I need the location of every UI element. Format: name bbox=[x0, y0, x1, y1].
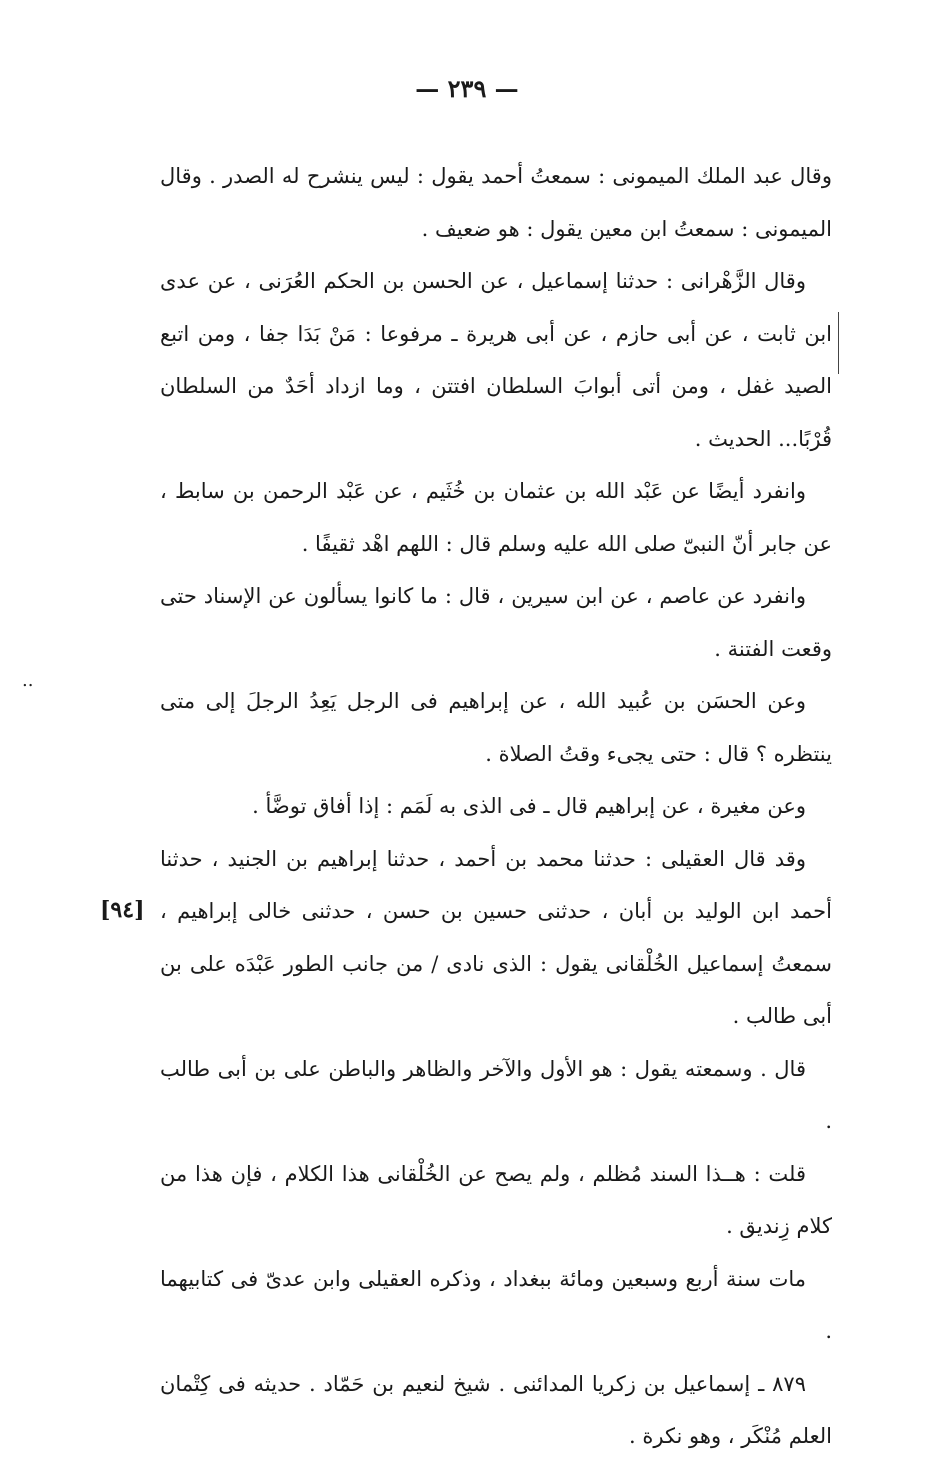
manuscript-folio-number: [٩٤] bbox=[100, 897, 145, 923]
paragraph: وقد قال العقيلى : حدثنا محمد بن أحمد ، حدثنا إبراهيم بن الجنيد ، حدثنا أحمد ابن الوليد بن أبان ، حدثنى حسين بن حسن ، حدثنى خالى إبراهيم ، سمعتُ إسماعيل الخُلْقانى يقول : الذى نادى / من جانب الطور عَبْدَه على بن أبى طالب . bbox=[160, 846, 832, 1028]
entry-paragraph: ٨٧٩ ـ إسماعيل بن زكريا المدائنى . شيخ لنعيم بن حَمّاد . حديثه فى كِتْمان العلم مُنْكَر ، وهو نكرة . bbox=[160, 1371, 832, 1448]
margin-line bbox=[838, 312, 839, 374]
paragraph: وانفرد عن عاصم ، عن ابن سيرين ، قال : ما كانوا يسألون عن الإسناد حتى وقعت الفتنة . bbox=[160, 584, 832, 661]
paragraph: وقال عبد الملك الميمونى : سمعتُ أحمد يقول : ليس ينشرح له الصدر . وقال الميمونى : سمعتُ ابن معين يقول : هو ضعيف . bbox=[160, 164, 832, 241]
paragraph: مات سنة أربع وسبعين ومائة ببغداد ، وذكره العقيلى وابن عدىّ فى كتابيهما . bbox=[160, 1266, 832, 1343]
page-number: — ٢٣٩ — bbox=[415, 74, 519, 103]
stray-mark: .. bbox=[22, 670, 34, 691]
paragraph: قال . وسمعته يقول : هو الأول والآخر والظاهر والباطن على بن أبى طالب . bbox=[160, 1056, 832, 1133]
paragraph: قلت : هــذا السند مُظلم ، ولم يصح عن الخُلْقانى هذا الكلام ، فإن هذا من كلام زِنديق . bbox=[160, 1161, 832, 1238]
paragraph: وعن مغيرة ، عن إبراهيم قال ـ فى الذى به لَمَم : إذا أفاق توضَّأ . bbox=[252, 794, 806, 818]
paragraph: وقال الزَّهْرانى : حدثنا إسماعيل ، عن الحسن بن الحكم العُرَنى ، عن عدى ابن ثابت ، عن أبى حازم ، عن أبى هريرة ـ مرفوعا : مَنْ بَدَا جفا ، ومن اتبع الصيد غفل ، ومن أتى أبوابَ السلطان افتتن ، وما ازداد أحَدٌ من السلطان قُرْبًا... الحديث . bbox=[160, 269, 832, 451]
paragraph: وعن الحسَن بن عُبيد الله ، عن إبراهيم فى الرجل يَعِدُ الرجلَ إلى متى ينتظره ؟ قال : حتى يجىء وقتُ الصلاة . bbox=[160, 689, 832, 766]
paragraph: وانفرد أيضًا عن عَبْد الله بن عثمان بن خُثَيم ، عن عَبْد الرحمن بن سابط ، عن جابر أنّ النبىّ صلى الله عليه وسلم قال : اللهم اهْد ثقيفًا . bbox=[160, 479, 832, 556]
main-text bbox=[160, 150, 832, 1463]
